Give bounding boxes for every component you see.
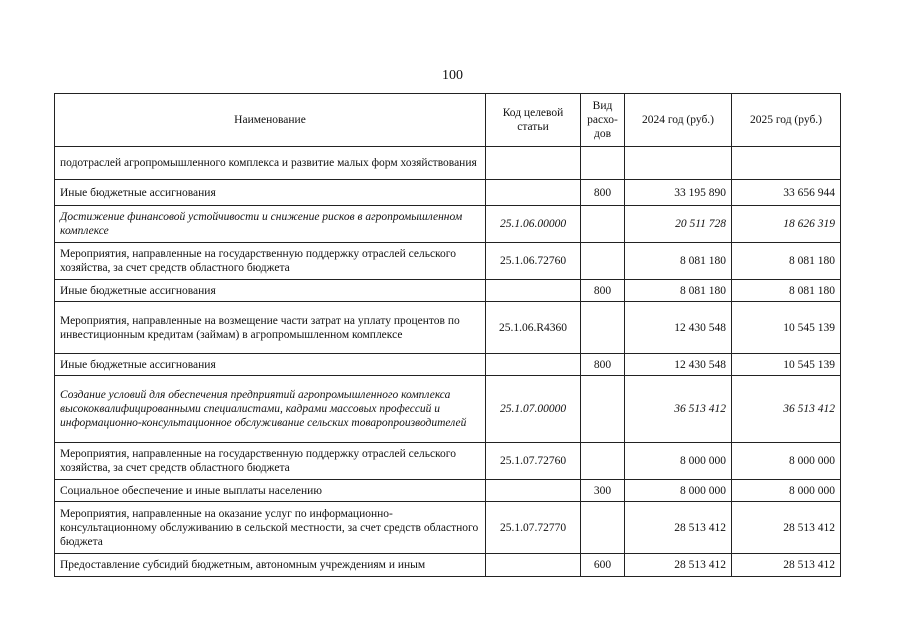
code-cell	[486, 147, 581, 180]
name-cell: Мероприятия, направленные на государственную поддержку отраслей сельского хозяйства, за счет средств областного бюджета	[55, 443, 486, 480]
table-row	[55, 554, 841, 577]
header-2025: 2025 год (руб.)	[732, 94, 841, 147]
num-cell-2025: 10 545 139	[732, 302, 841, 354]
name-cell: подотраслей агропромышленного комплекса и развитие малых форм хозяйствования	[55, 147, 486, 180]
table-row	[55, 243, 841, 280]
name-cell: Иные бюджетные ассигнования	[55, 180, 486, 206]
type-cell	[581, 443, 625, 480]
table-row	[55, 354, 841, 376]
num-cell-2024	[625, 147, 732, 180]
num-cell-2025: 8 081 180	[732, 243, 841, 280]
code-cell	[486, 280, 581, 302]
type-cell	[581, 147, 625, 180]
code-cell	[486, 180, 581, 206]
type-cell	[581, 376, 625, 443]
code-cell: 25.1.07.72770	[486, 502, 581, 554]
table-row	[55, 280, 841, 302]
header-name: Наименование	[55, 94, 486, 147]
name-cell: Мероприятия, направленные на оказание услуг по информационно-консультационному обслуживанию в сельской местности, за счет средств областного бюджета	[55, 502, 486, 554]
table-header-row	[55, 94, 841, 147]
type-cell: 800	[581, 354, 625, 376]
table-row	[55, 180, 841, 206]
num-cell-2025	[732, 147, 841, 180]
num-cell-2025: 8 081 180	[732, 280, 841, 302]
type-cell: 800	[581, 280, 625, 302]
num-cell-2025: 28 513 412	[732, 502, 841, 554]
num-cell-2024: 28 513 412	[625, 554, 732, 577]
name-cell: Создание условий для обеспечения предприятий агропромышленного комплекса высококвалифицированными специалистами, кадрами массовых профессий и информационно-консультационное обслуживание сельских товаропроизводителей	[55, 376, 486, 443]
num-cell-2024: 8 000 000	[625, 443, 732, 480]
header-code: Код целевой статьи	[486, 94, 581, 147]
num-cell-2025: 36 513 412	[732, 376, 841, 443]
header-type: Вид расхо-дов	[581, 94, 625, 147]
page-number: 100	[442, 68, 463, 83]
num-cell-2025: 8 000 000	[732, 443, 841, 480]
num-cell-2024: 8 081 180	[625, 243, 732, 280]
name-cell: Социальное обеспечение и иные выплаты населению	[55, 480, 486, 502]
num-cell-2025: 33 656 944	[732, 180, 841, 206]
num-cell-2025: 10 545 139	[732, 354, 841, 376]
type-cell	[581, 206, 625, 243]
num-cell-2025: 28 513 412	[732, 554, 841, 577]
table-row	[55, 147, 841, 180]
name-cell: Предоставление субсидий бюджетным, автономным учреждениям и иным	[55, 554, 486, 577]
num-cell-2024: 33 195 890	[625, 180, 732, 206]
table-row	[55, 206, 841, 243]
num-cell-2024: 20 511 728	[625, 206, 732, 243]
num-cell-2024: 28 513 412	[625, 502, 732, 554]
table-row	[55, 443, 841, 480]
code-cell: 25.1.06.72760	[486, 243, 581, 280]
name-cell: Мероприятия, направленные на возмещение части затрат на уплату процентов по инвестиционным кредитам (займам) в агропромышленном комплексе	[55, 302, 486, 354]
name-cell: Мероприятия, направленные на государственную поддержку отраслей сельского хозяйства, за счет средств областного бюджета	[55, 243, 486, 280]
type-cell	[581, 243, 625, 280]
table-row	[55, 302, 841, 354]
code-cell: 25.1.06.00000	[486, 206, 581, 243]
name-cell: Иные бюджетные ассигнования	[55, 354, 486, 376]
table-body	[55, 147, 841, 577]
type-cell: 300	[581, 480, 625, 502]
code-cell	[486, 354, 581, 376]
budget-table	[54, 93, 841, 577]
num-cell-2025: 18 626 319	[732, 206, 841, 243]
type-cell: 800	[581, 180, 625, 206]
name-cell: Достижение финансовой устойчивости и снижение рисков в агропромышленном комплексе	[55, 206, 486, 243]
num-cell-2024: 8 000 000	[625, 480, 732, 502]
type-cell	[581, 302, 625, 354]
num-cell-2024: 8 081 180	[625, 280, 732, 302]
name-cell: Иные бюджетные ассигнования	[55, 280, 486, 302]
num-cell-2024: 12 430 548	[625, 302, 732, 354]
header-2024: 2024 год (руб.)	[625, 94, 732, 147]
table-row	[55, 480, 841, 502]
num-cell-2024: 36 513 412	[625, 376, 732, 443]
num-cell-2024: 12 430 548	[625, 354, 732, 376]
code-cell	[486, 554, 581, 577]
code-cell	[486, 480, 581, 502]
table-row	[55, 376, 841, 443]
type-cell: 600	[581, 554, 625, 577]
code-cell: 25.1.06.R4360	[486, 302, 581, 354]
type-cell	[581, 502, 625, 554]
table-row	[55, 502, 841, 554]
num-cell-2025: 8 000 000	[732, 480, 841, 502]
code-cell: 25.1.07.72760	[486, 443, 581, 480]
code-cell: 25.1.07.00000	[486, 376, 581, 443]
